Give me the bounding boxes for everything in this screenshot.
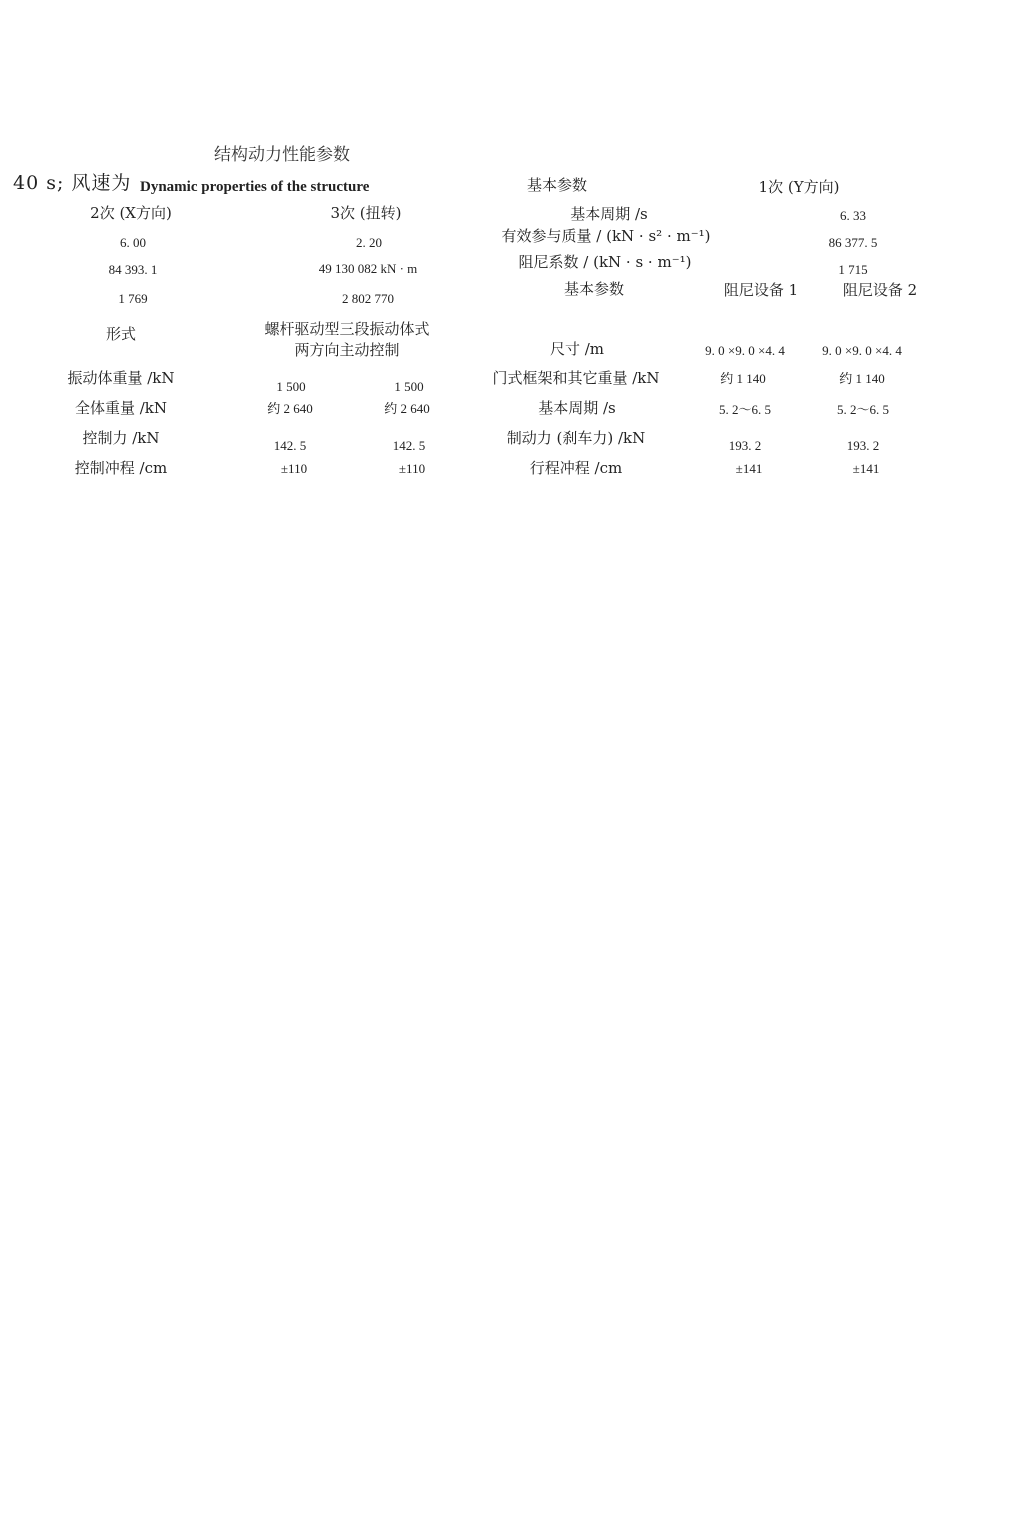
right-row-label-brake-force: 制动力 (刹车力) /kN: [506, 429, 646, 447]
left-value-vib-weight-2: 1 500: [394, 379, 424, 394]
right-row-label-stroke: 行程冲程 /cm: [529, 459, 623, 477]
row-label-mass: 有效参与质量 / (kN · s² · m⁻¹): [501, 227, 711, 245]
right-row-label-frame-weight: 门式框架和其它重量 /kN: [492, 369, 660, 387]
form-label: 形式: [105, 325, 137, 343]
dynamic-col-header-1: 1次 (Y方向): [758, 178, 840, 196]
left-value-control-stroke-1: ±110: [280, 461, 308, 476]
right-value-stroke-1: ±141: [735, 461, 763, 476]
left-value-total-weight-1: 约 2 640: [267, 401, 313, 416]
left-row-label-total-weight: 全体重量 /kN: [74, 399, 168, 417]
left-row-label-vib-weight: 振动体重量 /kN: [67, 369, 175, 387]
form-value-line1: 螺杆驱动型三段振动体式: [264, 320, 430, 338]
right-value-period-1: 5. 2～6. 5: [718, 402, 772, 417]
left-value-control-stroke-2: ±110: [398, 461, 426, 476]
row-label-period: 基本周期 /s: [570, 205, 648, 223]
value-mass-mode1: 86 377. 5: [828, 235, 878, 250]
dynamic-header-label: 基本参数: [526, 176, 588, 194]
row-label-damping: 阻尼系数 / (kN · s · m⁻¹): [518, 253, 692, 271]
right-row-label-period: 基本周期 /s: [538, 399, 616, 417]
damper-col-header-2: 阻尼设备 2: [842, 281, 918, 299]
value-mass-mode3: 49 130 082 kN · m: [318, 261, 418, 276]
right-value-brake-force-1: 193. 2: [728, 438, 762, 453]
dynamic-col-header-2: 2次 (X方向): [90, 204, 172, 222]
left-row-label-control-stroke: 控制冲程 /cm: [74, 459, 168, 477]
title-prefix: 40 s; 风速为: [13, 172, 132, 194]
right-row-label-size: 尺寸 /m: [549, 340, 605, 358]
value-damping-mode3: 2 802 770: [342, 291, 394, 306]
right-value-frame-weight-2: 约 1 140: [839, 371, 885, 386]
right-value-size-2: 9. 0 ×9. 0 ×4. 4: [822, 343, 902, 358]
right-value-brake-force-2: 193. 2: [846, 438, 880, 453]
damper-header-label: 基本参数: [563, 280, 625, 298]
value-mass-mode2: 84 393. 1: [108, 262, 158, 277]
right-value-period-2: 5. 2～6. 5: [836, 402, 890, 417]
left-value-vib-weight-1: 1 500: [276, 379, 306, 394]
table-title-zh: 结构动力性能参数: [214, 145, 350, 165]
value-period-mode2: 6. 00: [120, 235, 146, 250]
value-period-mode1: 6. 33: [840, 208, 866, 223]
left-value-control-force-2: 142. 5: [392, 438, 426, 453]
left-row-label-control-force: 控制力 /kN: [82, 429, 160, 447]
table-title-en: Dynamic properties of the structure: [140, 179, 370, 195]
right-value-stroke-2: ±141: [852, 461, 880, 476]
left-value-control-force-1: 142. 5: [273, 438, 307, 453]
value-period-mode3: 2. 20: [356, 235, 382, 250]
form-value-line2: 两方向主动控制: [294, 341, 400, 359]
value-damping-mode1: 1 715: [838, 262, 868, 277]
damper-col-header-1: 阻尼设备 1: [723, 281, 799, 299]
dynamic-col-header-3: 3次 (扭转): [330, 204, 402, 222]
right-value-frame-weight-1: 约 1 140: [720, 371, 766, 386]
left-value-total-weight-2: 约 2 640: [384, 401, 430, 416]
value-damping-mode2: 1 769: [118, 291, 148, 306]
right-value-size-1: 9. 0 ×9. 0 ×4. 4: [705, 343, 785, 358]
